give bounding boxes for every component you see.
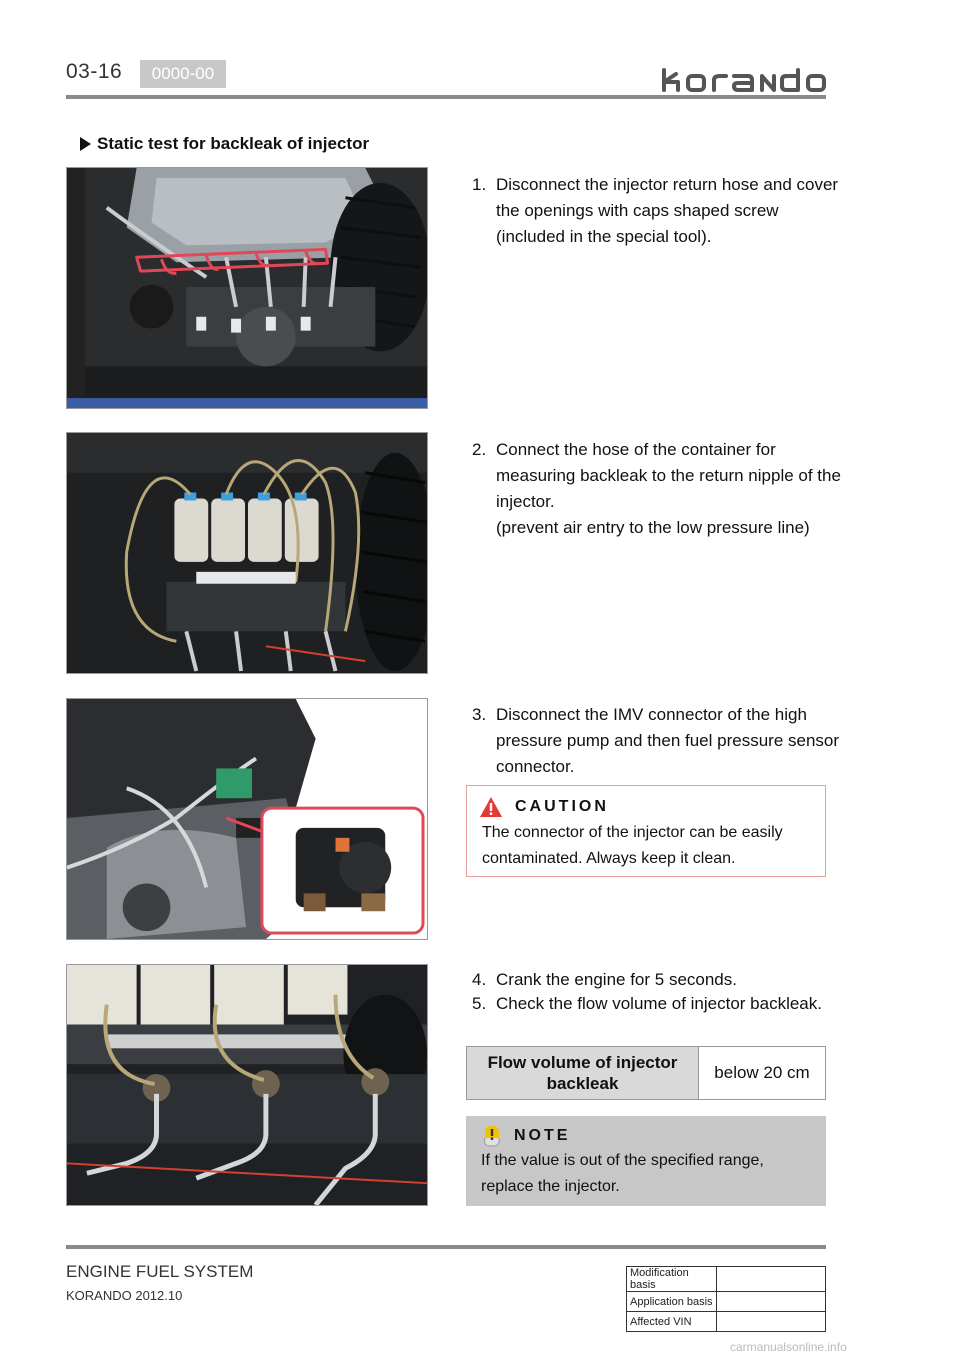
caution-text: The connector of the injector can be easily contaminated. Always keep it clean. <box>482 824 783 867</box>
step-text-note: (prevent air entry to the low pressure line) <box>496 518 810 537</box>
section-title <box>80 134 369 154</box>
step-text-main: Connect the hose of the container for measuring backleak to the return nipple of the injector. <box>496 440 841 511</box>
step-number: 1. <box>472 175 487 194</box>
note-title: NOTE <box>514 1127 571 1144</box>
step-text: Disconnect the injector return hose and cover the openings with caps shaped screw (included in the special tool). <box>496 175 839 246</box>
engine-photo-4 <box>66 964 428 1206</box>
basis-row <box>627 1312 826 1332</box>
spec-value: below 20 cm <box>699 1047 826 1100</box>
note-box <box>466 1116 826 1206</box>
footer-rule <box>66 1245 826 1249</box>
footer-title: ENGINE FUEL SYSTEM <box>66 1262 254 1281</box>
step-number: 5. <box>472 994 487 1013</box>
section-title-text: Static test for backleak of injector <box>97 134 370 153</box>
engine-photo-1 <box>66 167 428 409</box>
caution-title: CAUTION <box>515 798 609 815</box>
spec-table <box>466 1046 826 1100</box>
engine-photo-2 <box>66 432 428 674</box>
page-number: 03-16 <box>66 60 123 83</box>
caution-box <box>466 785 826 877</box>
caution-header <box>479 796 609 818</box>
basis-label: Modification basis <box>627 1267 717 1292</box>
step-2 <box>472 437 842 541</box>
basis-row <box>627 1292 826 1312</box>
step-text: Disconnect the IMV connector of the high pressure pump and then fuel pressure sensor connector. <box>496 705 840 776</box>
spec-row <box>467 1047 826 1100</box>
step-4 <box>472 967 842 993</box>
step-text: Crank the engine for 5 seconds. <box>496 970 737 989</box>
footer-model: KORANDO 2012.10 <box>66 1288 183 1303</box>
step-number: 2. <box>472 440 487 459</box>
basis-table <box>626 1266 826 1332</box>
step-5 <box>472 991 842 1017</box>
basis-label: Affected VIN <box>627 1312 717 1332</box>
step-text <box>496 437 842 541</box>
warning-triangle-icon <box>479 796 503 818</box>
bullet-triangle-icon <box>80 137 91 151</box>
basis-value <box>717 1312 826 1332</box>
basis-value <box>717 1292 826 1312</box>
basis-row <box>627 1267 826 1292</box>
step-number: 3. <box>472 705 487 724</box>
spec-label: Flow volume of injector backleak <box>467 1047 699 1100</box>
note-exclamation-icon <box>480 1124 504 1148</box>
header-rule <box>66 95 826 99</box>
step-3 <box>472 702 842 780</box>
step-number: 4. <box>472 970 487 989</box>
basis-label: Application basis <box>627 1292 717 1312</box>
engine-photo-3 <box>66 698 428 940</box>
note-text: If the value is out of the specified range, replace the injector. <box>481 1152 764 1195</box>
code-badge: 0000-00 <box>140 60 226 88</box>
step-1 <box>472 172 842 250</box>
korando-logo <box>660 62 830 96</box>
basis-value <box>717 1267 826 1292</box>
step-text: Check the flow volume of injector backleak. <box>496 994 822 1013</box>
note-header <box>480 1124 570 1148</box>
watermark: carmanualsonline.info <box>730 1340 847 1354</box>
